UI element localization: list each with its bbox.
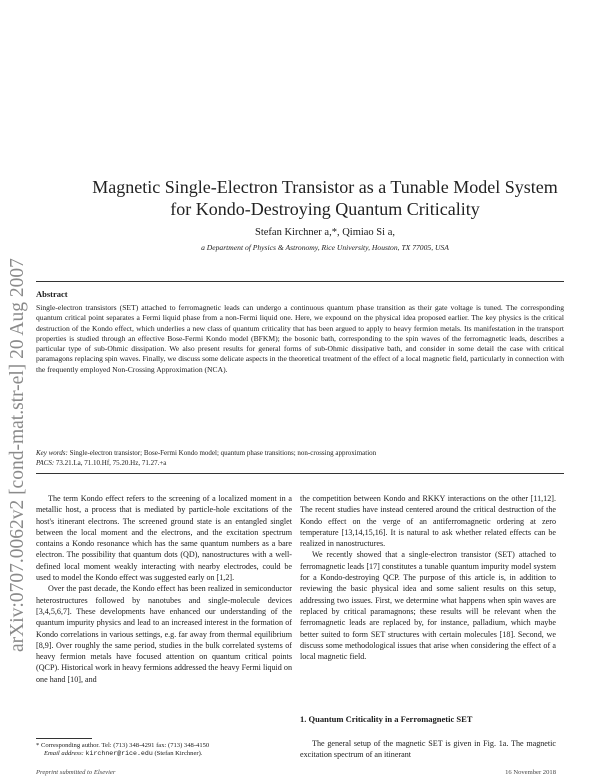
body-left-column <box>36 493 292 685</box>
pacs-codes: 73.21.La, 71.10.Hf, 75.20.Hz, 71.27.+a <box>55 459 167 467</box>
preprint-date: 16 November 2018 <box>505 769 556 776</box>
footnote-rule <box>36 738 92 739</box>
footnote-email-name: (Stefan Kirchner). <box>154 750 203 758</box>
footnote-email-line <box>36 750 296 758</box>
arxiv-identifier-stamp: arXiv:0707.0062v2 [cond-mat.str-el] 20 Aug 2007 <box>7 258 28 652</box>
abstract-bottom-rule <box>36 473 564 474</box>
abstract-top-rule <box>36 281 564 282</box>
preprint-note: Preprint submitted to Elsevier <box>36 769 116 776</box>
paper-title <box>80 176 570 220</box>
pacs-line <box>36 459 564 469</box>
section-heading: 1. Quantum Criticality in a Ferromagnetic SET <box>300 714 473 724</box>
keywords-text: Single-electron transistor; Bose-Fermi Kondo model; quantum phase transitions; non-crossing approximation <box>69 449 377 457</box>
footnote-contact: * Corresponding author. Tel: (713) 348-4291 fax: (713) 348-4150 <box>36 742 210 749</box>
paper-title-line-1: Magnetic Single-Electron Transistor as a Tunable Model System <box>92 177 558 197</box>
author-list: Stefan Kirchner a,*, Qimiao Si a, <box>255 227 395 238</box>
body-paragraph: The term Kondo effect refers to the screening of a localized moment in a metallic host, a process that is mediated by particle-hole excitations of the host's itinerant electrons. The screened ground state is an entangled singlet between the local moment and the electrons, and the excitation spectrum contains a Kondo resonance which has the same quantum numbers as a bare electron. The possibility that quantum dots (QD), nanostructures with a well-defined local moment weakly interacting with nearby electrodes, could be used to model the Kondo effect was suggested early on [1,2]. <box>36 494 292 583</box>
body-paragraph: Over the past decade, the Kondo effect has been realized in semiconductor heterostructures followed by nanotubes and single-molecule devices [3,4,5,6,7]. These developments have enhanced our understanding of the quantum impurity physics and lead to an increased interest in the formation of Kondo correlations in various settings, e.g. far away from thermal equilibrium [8,9]. Over roughly the same period, studies in the bulk correlated systems of heavy fermion metals have focused attention on quantum critical points (QCP). Historical work in heavy fermions addressed the heavy Fermi liquid on one hand [10], and <box>36 584 292 684</box>
body-paragraph: We recently showed that a single-electron transistor (SET) attached to ferromagnetic leads [17] constitutes a tunable quantum impurity model system for a Kondo-destroying QCP. The purpose of this article is, in addition to reviewing the basic physical idea and some salient results on this setup, addressing two issues. First, we determine what happens when spin waves are replaced by critical paramagnons; these results will be relevant when the ferromagnetic leads are replaced by, for instance, palladium, which maybe better suited to form SET structures with certain molecules [18]. Second, we discuss some methodological issues that arise when considering the effect of a local magnetic field. <box>300 550 556 662</box>
footnote-email-label: Email address: <box>44 750 84 758</box>
keywords-label: Key words: <box>36 449 68 457</box>
abstract-text: Single-electron transistors (SET) attached to ferromagnetic leads can undergo a continuous quantum phase transition as their gate voltage is tuned. The corresponding quantum critical point separates a Fermi liquid phase from a non-Fermi liquid one. Here, we expound on the physical idea proposed earlier. The key physics is the critical destruction of the Kondo effect, which underlies a new class of quantum criticality that has been argued to apply to heavy fermion metals. Its manifestation in the transport properties is studied through an effective Bose-Fermi Kondo model (BFKM); the bosonic bath, corresponding to the spin waves of the ferromagnetic leads, describes a particular type of sub-Ohmic dissipation. We also present results for general forms of sub-Ohmic dissipative bath, and consider in some detail the case with critical paramagons replacing spin waves. Finally, we discuss some delicate aspects in the theoretical treatment of the effect of a local magnetic field, particularly in connection with the frequently employed Non-Crossing Approximation (NCA). <box>36 303 564 374</box>
section-paragraph: The general setup of the magnetic SET is given in Fig. 1a. The magnetic excitation spectrum of an itinerant <box>300 739 556 760</box>
body-right-column <box>300 493 556 662</box>
body-paragraph: the competition between Kondo and RKKY interactions on the other [11,12]. The recent studies have instead centered around the critical destruction of the Kondo effect on the verge of an antiferromagnetic ordering at zero temperature [13,14,15,16]. It is natural to ask whether related effects can be realized in nanostructures. <box>300 494 556 549</box>
footnote-email-address[interactable]: kirchner@rice.edu <box>85 750 153 758</box>
abstract-heading: Abstract <box>36 289 68 299</box>
author-affiliation: a Department of Physics & Astronomy, Rice University, Houston, TX 77005, USA <box>201 243 449 252</box>
footnote <box>36 742 296 759</box>
paper-title-line-2: for Kondo-Destroying Quantum Criticality <box>170 199 480 219</box>
pacs-label: PACS: <box>36 459 55 467</box>
keywords-line <box>36 449 564 459</box>
